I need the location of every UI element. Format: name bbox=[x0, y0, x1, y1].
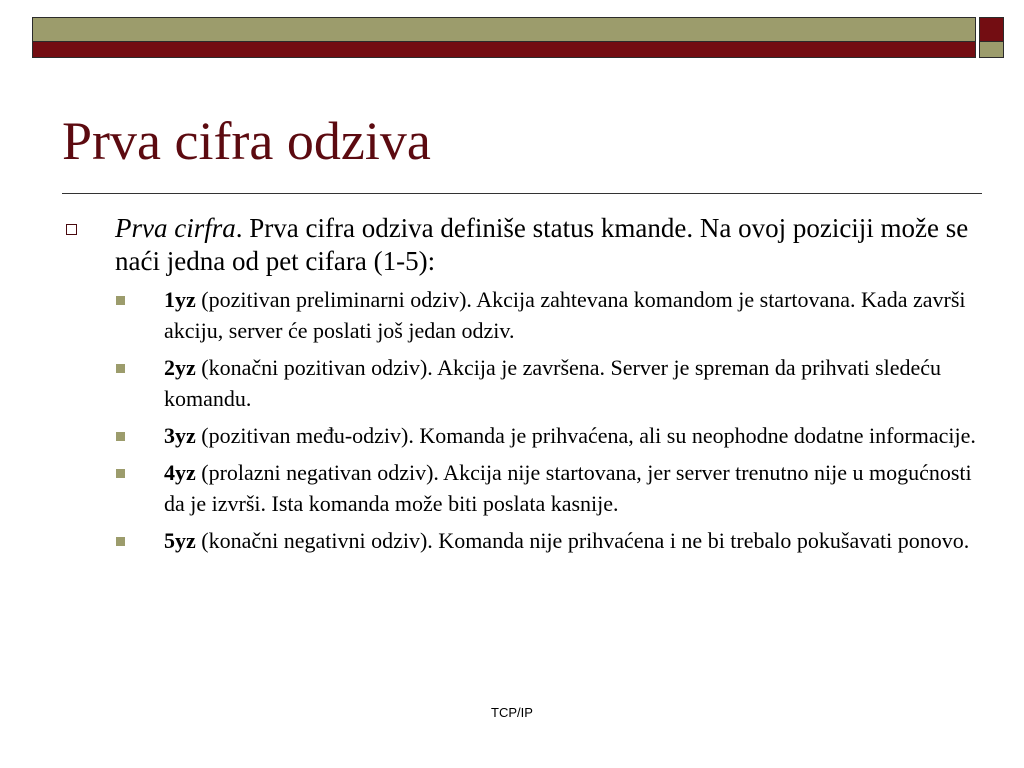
reply-code: 5yz bbox=[164, 528, 196, 553]
filled-square-bullet-icon bbox=[116, 296, 125, 305]
title-divider bbox=[62, 193, 982, 194]
main-bullet-text: . Prva cifra odziva definiše status kmande. Na ovoj poziciji može se naći jedna od pet cifara (1-5): bbox=[115, 213, 969, 276]
list-item bbox=[66, 420, 976, 451]
slide-body bbox=[66, 212, 976, 562]
hollow-square-bullet-icon bbox=[66, 224, 77, 235]
main-bullet bbox=[66, 212, 976, 278]
reply-description: (pozitivan među-odziv). Komanda je prihvaćena, ali su neophodne dodatne informacije. bbox=[195, 423, 976, 448]
filled-square-bullet-icon bbox=[116, 364, 125, 373]
reply-code: 3yz bbox=[164, 423, 196, 448]
filled-square-bullet-icon bbox=[116, 537, 125, 546]
slide-footer: TCP/IP bbox=[491, 705, 533, 720]
list-item bbox=[66, 352, 976, 414]
main-bullet-lead: Prva cirfra bbox=[115, 213, 236, 243]
sub-bullet-list bbox=[66, 284, 976, 556]
reply-code: 4yz bbox=[164, 460, 196, 485]
reply-code: 2yz bbox=[164, 355, 196, 380]
slide-title: Prva cifra odziva bbox=[62, 111, 431, 171]
reply-code: 1yz bbox=[164, 287, 196, 312]
list-item bbox=[66, 284, 976, 346]
header-band-red bbox=[32, 42, 976, 58]
reply-description: (konačni negativni odziv). Komanda nije prihvaćena i ne bi trebalo pokušavati ponovo. bbox=[195, 528, 970, 553]
filled-square-bullet-icon bbox=[116, 469, 125, 478]
filled-square-bullet-icon bbox=[116, 432, 125, 441]
reply-description: (konačni pozitivan odziv). Akcija je završena. Server je spreman da prihvati sledeću komandu. bbox=[164, 355, 942, 411]
reply-description: (prolazni negativan odziv). Akcija nije startovana, jer server trenutno nije u mogućnosti da je izvrši. Ista komanda može biti poslata kasnije. bbox=[164, 460, 972, 516]
reply-description: (pozitivan preliminarni odziv). Akcija zahtevana komandom je startovana. Kada završi akciju, server će poslati još jedan odziv. bbox=[164, 287, 966, 343]
header-square-red bbox=[979, 17, 1004, 42]
header-square-olive bbox=[979, 42, 1004, 58]
list-item bbox=[66, 457, 976, 519]
header-band-olive bbox=[32, 17, 976, 42]
list-item bbox=[66, 525, 976, 556]
